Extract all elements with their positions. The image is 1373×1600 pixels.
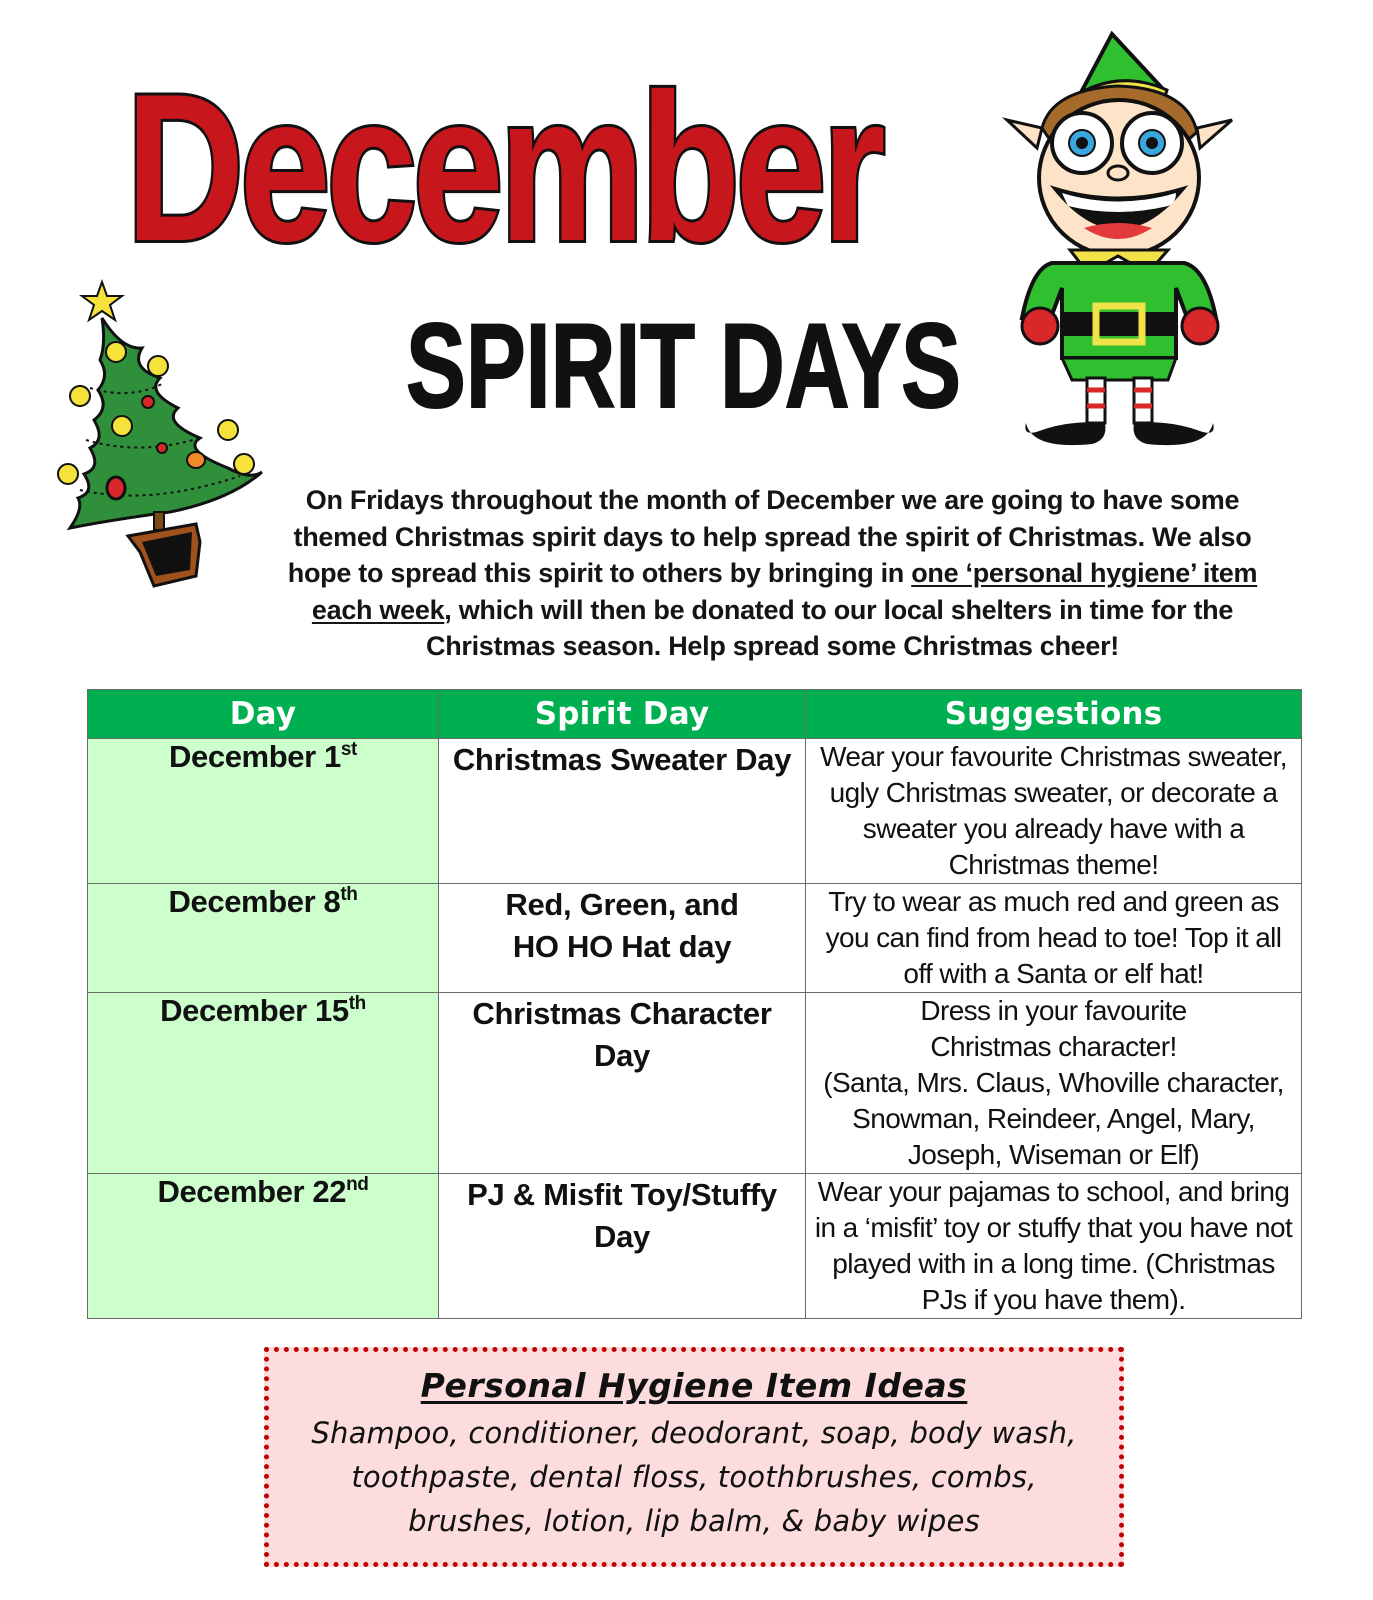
suggestion-line: Snowman, Reindeer, Angel, Mary, [852,1103,1255,1134]
suggestion-cell [806,1174,1302,1319]
day-cell [88,1174,439,1319]
spirit-day-line: Christmas Character [472,996,772,1031]
spirit-day-cell [439,884,806,993]
elf-illustration [992,28,1252,458]
column-header-spirit-day: Spirit Day [439,690,806,739]
spirit-day-cell [439,739,806,884]
spirit-day-cell [439,993,806,1174]
suggestion-line: Wear your favourite Christmas sweater, [820,741,1287,772]
suggestion-cell [806,884,1302,993]
suggestion-line: played with in a long time. (Christmas [832,1248,1275,1279]
day-cell [88,739,439,884]
spirit-days-table [87,689,1302,1319]
spirit-day-cell [439,1174,806,1319]
suggestion-cell [806,739,1302,884]
hygiene-line: toothpaste, dental floss, toothbrushes, combs, [351,1460,1037,1494]
suggestion-line: off with a Santa or elf hat! [903,958,1204,989]
day-suffix: st [340,739,357,760]
day-suffix: th [340,884,358,905]
intro-text-part2: , which will then be donated to our local shelters in time for the Christmas season. Help spread some Christmas cheer! [426,594,1234,661]
day-text: December 1 [169,739,341,774]
day-text: December 8 [168,884,341,919]
suggestion-line: Try to wear as much red and green as [828,886,1279,917]
suggestion-line: Dress in your favourite [920,995,1187,1026]
suggestion-line: in a ‘misfit’ toy or stuffy that you have not [814,1212,1293,1243]
intro-paragraph [280,482,1265,665]
spirit-day-line: HO HO Hat day [512,929,732,964]
table-row [88,1174,1302,1319]
hygiene-list [269,1411,1119,1543]
suggestion-line: sweater you already have with a [862,813,1245,844]
suggestion-line: (Santa, Mrs. Claus, Whoville character, [823,1067,1284,1098]
suggestion-line: Wear your pajamas to school, and bring [817,1176,1290,1207]
column-header-suggestions: Suggestions [806,690,1302,739]
christmas-tree-illustration [50,280,275,600]
spirit-day-line: PJ & Misfit Toy/Stuffy [467,1177,777,1212]
day-cell [88,884,439,993]
spirit-day-line: Day [594,1038,650,1073]
suggestion-line: Joseph, Wiseman or Elf) [907,1139,1200,1170]
page-title [118,50,898,285]
hygiene-line: brushes, lotion, lip balm, & baby wipes [408,1504,980,1538]
suggestion-line: ugly Christmas sweater, or decorate a [829,777,1278,808]
day-suffix: nd [346,1174,369,1195]
page-subtitle [400,292,990,432]
day-cell [88,993,439,1174]
hygiene-line: Shampoo, conditioner, deodorant, soap, body wash, [311,1416,1077,1450]
suggestion-line: you can find from head to toe! Top it all [825,922,1282,953]
table-row [88,884,1302,993]
spirit-day-line: Red, Green, and [505,887,739,922]
page-title-text: December [126,50,884,285]
spirit-day-line: Christmas Sweater Day [452,742,792,777]
table-header-row [88,690,1302,739]
suggestion-line: PJs if you have them). [921,1284,1186,1315]
page-subtitle-text: SPIRIT DAYS [406,299,961,433]
suggestion-line: Christmas character! [930,1031,1177,1062]
suggestion-cell [806,993,1302,1174]
suggestion-line: Christmas theme! [948,849,1159,880]
hygiene-ideas-box [264,1347,1124,1567]
table-row [88,993,1302,1174]
day-text: December 22 [157,1174,347,1209]
intro-underlined-text: one ‘personal hygiene’ item each week [311,558,1258,625]
day-suffix: th [348,993,366,1014]
hygiene-title: Personal Hygiene Item Ideas [420,1366,968,1405]
intro-text-part1: On Fridays throughout the month of December we are going to have some themed Christmas spirit days to help spread the spirit of Christmas. We also hope to spread this spirit to others by bringing in [287,485,1252,588]
day-text: December 15 [160,993,349,1028]
spirit-day-line: Day [594,1219,650,1254]
column-header-day: Day [88,690,439,739]
table-row [88,739,1302,884]
